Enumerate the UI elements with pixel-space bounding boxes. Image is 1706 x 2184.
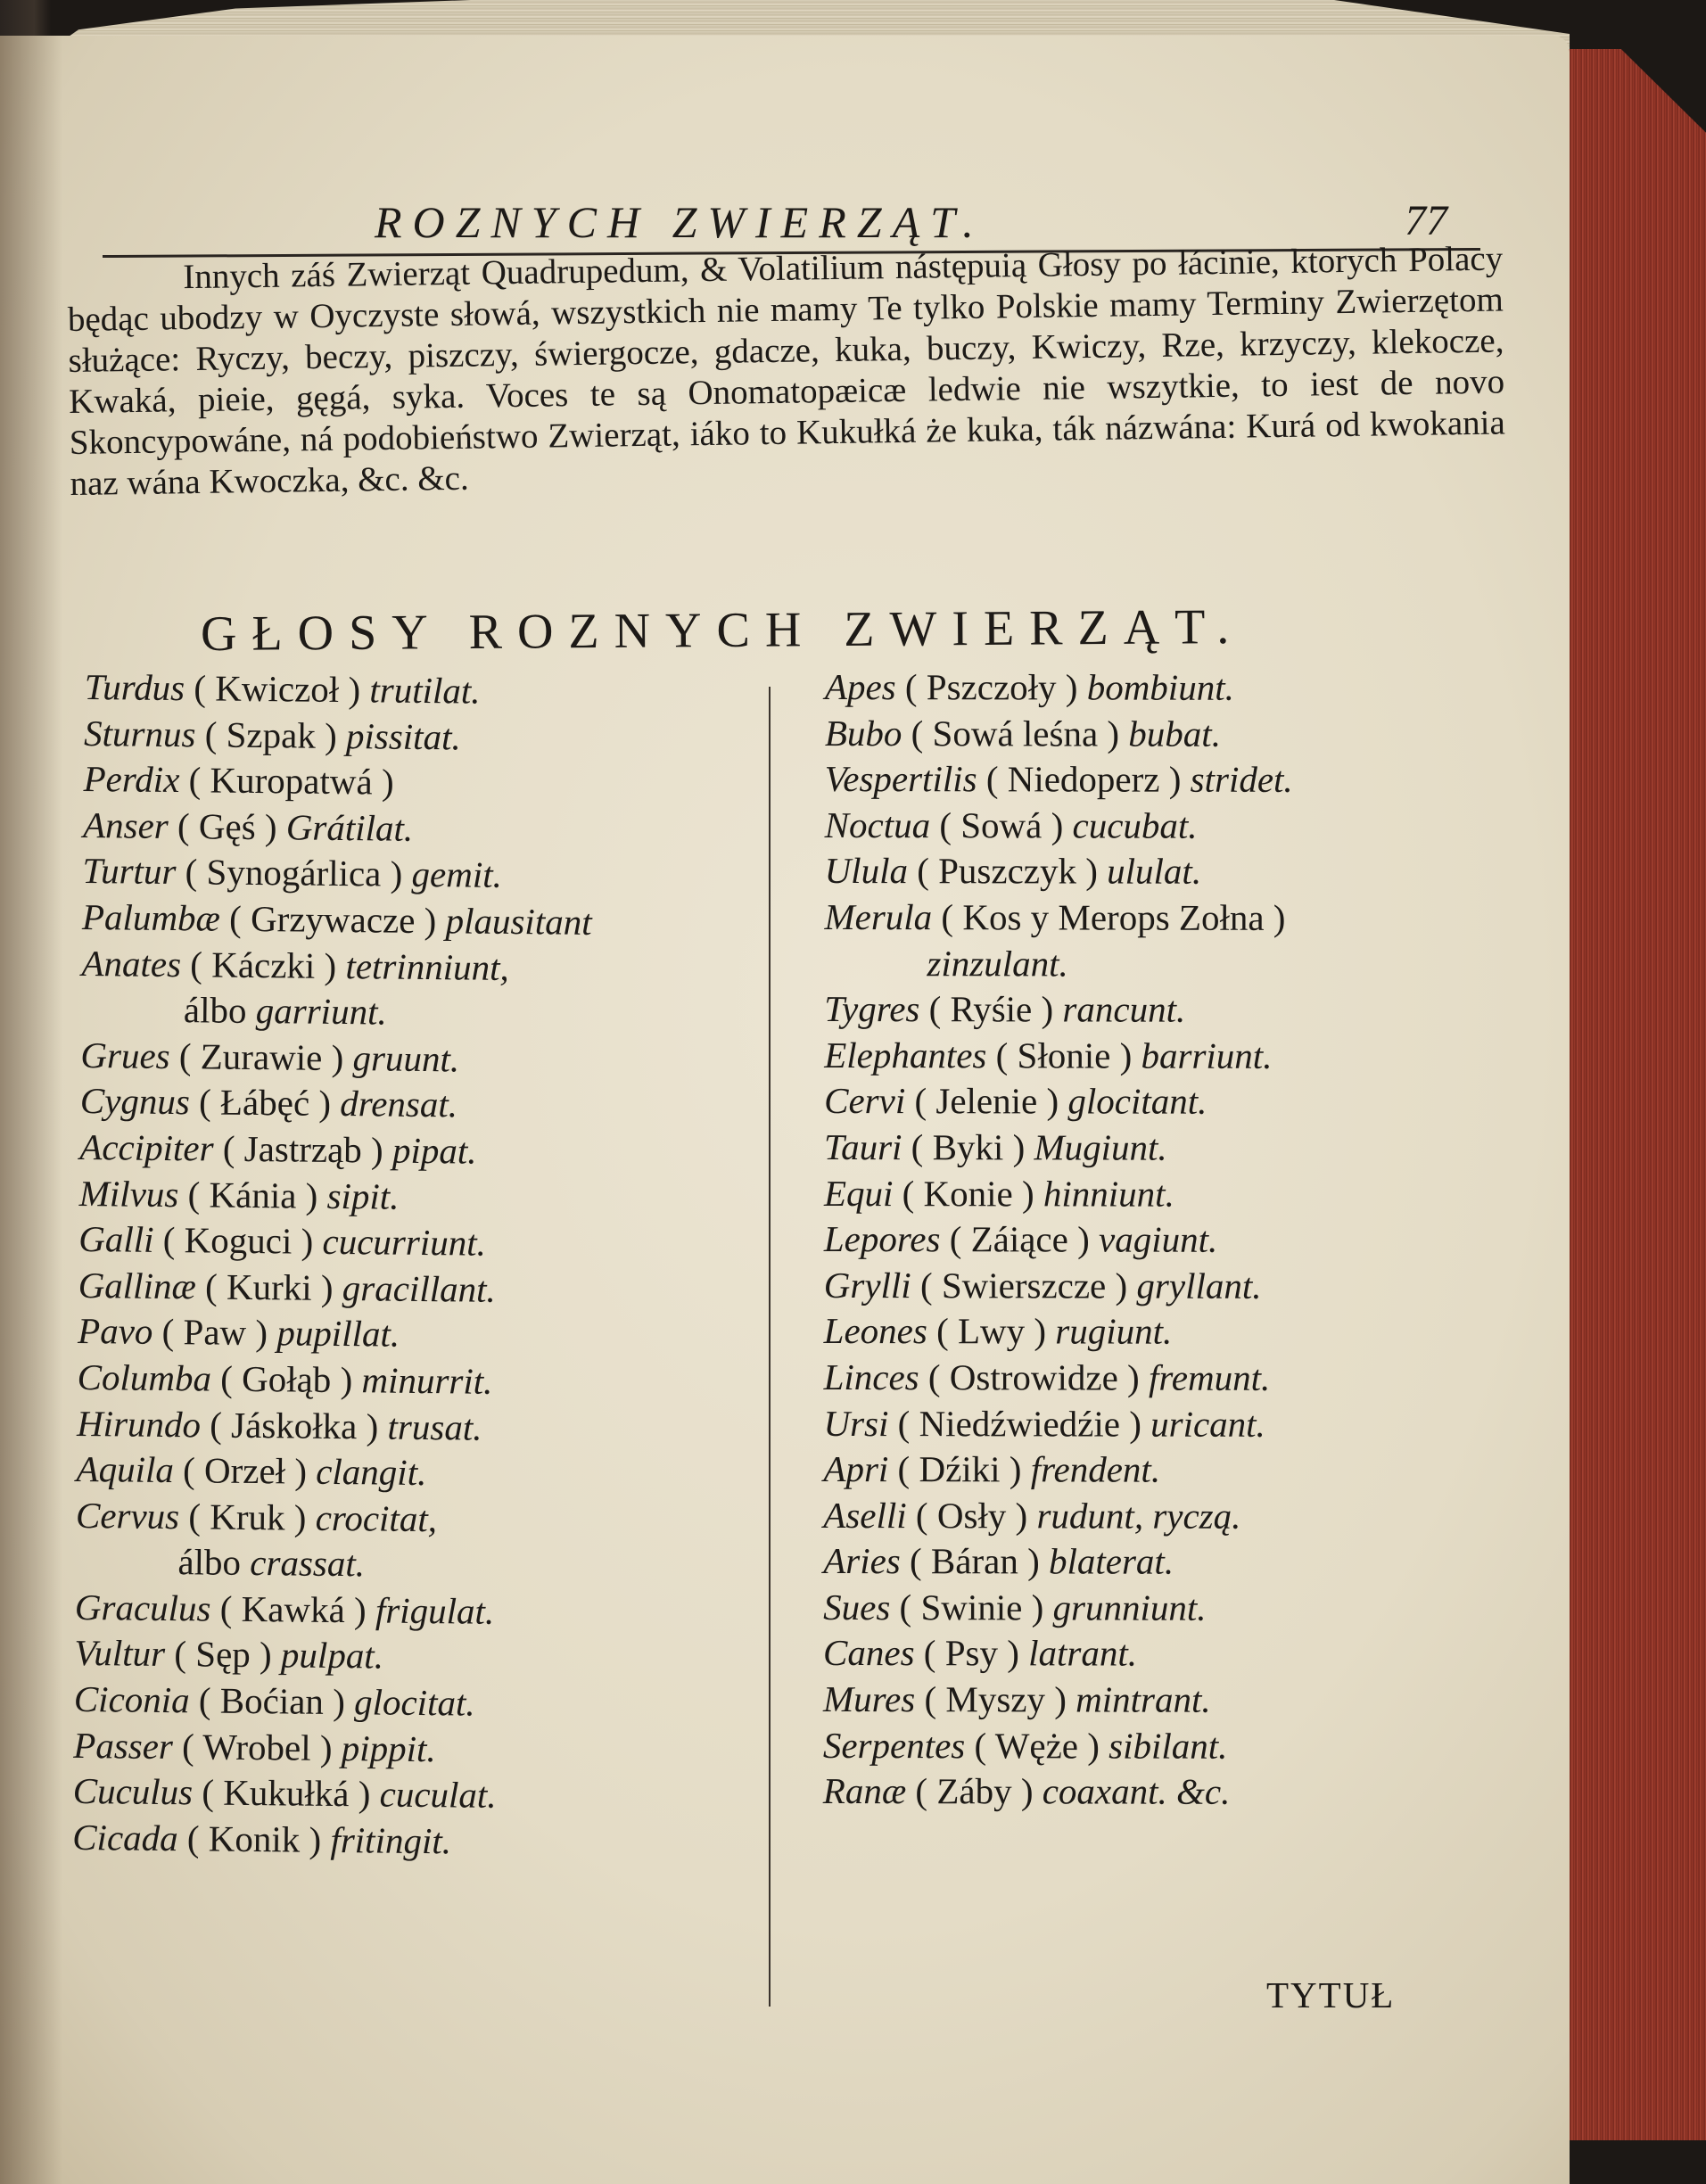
- entry-verb: pulpat.: [280, 1634, 384, 1677]
- entry-row: Pavo ( Paw ) pupillat.: [77, 1310, 400, 1356]
- entry-latin-name: Accipiter: [79, 1125, 214, 1169]
- entry-verb: gryllant.: [1136, 1265, 1262, 1306]
- entry-latin-name: Anser: [82, 804, 169, 846]
- entry-verb: tetrinniunt,: [345, 944, 510, 988]
- section-heading: GŁOSY ROZNYCH ZWIERZĄT.: [200, 598, 1245, 663]
- entry-row: Apes ( Pszczoły ) bombiunt.: [824, 666, 1234, 708]
- entry-latin-name: Pavo: [77, 1310, 153, 1353]
- entry-polish-name: Orzeł: [203, 1449, 286, 1492]
- entry-row: Cicada ( Konik ) fritingit.: [71, 1816, 452, 1862]
- entry-row: Apri ( Dźiki ) frendent.: [823, 1448, 1161, 1490]
- entry-verb: pipat.: [391, 1129, 477, 1172]
- entry-latin-name: Ursi: [823, 1402, 889, 1444]
- entry-verb: rudunt, ryczą.: [1036, 1495, 1241, 1537]
- entry-row: Vespertilis ( Niedoperz ) stridet.: [824, 758, 1293, 801]
- column-divider: [769, 687, 771, 2007]
- entry-verb: rancunt.: [1062, 988, 1186, 1030]
- entry-latin-name: Cicada: [71, 1816, 178, 1859]
- entry-latin-name: Aselli: [823, 1494, 907, 1536]
- entry-polish-name: Kawká: [241, 1587, 346, 1630]
- entry-latin-name: Ranæ: [822, 1770, 907, 1812]
- entry-latin-name: Cygnus: [79, 1080, 191, 1123]
- entry-latin-name: Apri: [823, 1448, 889, 1490]
- entry-latin-name: Bubo: [824, 712, 902, 754]
- entry-row: Elephantes ( Słonie ) barriunt.: [824, 1034, 1273, 1076]
- entry-latin-name: Linces: [823, 1356, 919, 1398]
- entry-latin-name: Mures: [822, 1678, 916, 1720]
- entry-row: Mures ( Myszy ) mintrant.: [822, 1678, 1211, 1720]
- entry-polish-name: Gołąb: [241, 1357, 332, 1400]
- entry-row: Milvus ( Kánia ) sipit.: [78, 1172, 400, 1217]
- entry-latin-name: Graculus: [74, 1586, 211, 1629]
- entry-verb: ululat.: [1107, 850, 1202, 893]
- entry-row: Accipiter ( Jastrząb ) pipat.: [79, 1125, 477, 1172]
- entry-polish-name: Záby: [936, 1770, 1012, 1812]
- entry-row: Anates ( Káczki ) tetrinniunt,: [81, 942, 510, 988]
- book-fore-edge: [1552, 49, 1706, 2140]
- entry-verb: pippit.: [341, 1727, 436, 1769]
- entry-row: Cuculus ( Kukułká ) cuculat.: [72, 1770, 497, 1817]
- entry-polish-name: Záiące: [970, 1218, 1068, 1260]
- entry-row: Aquila ( Orzeł ) clangit.: [76, 1448, 427, 1494]
- entry-latin-name: Grylli: [823, 1264, 911, 1306]
- entry-verb: barriunt.: [1141, 1034, 1273, 1076]
- entry-latin-name: Tauri: [824, 1125, 902, 1168]
- entry-latin-name: Passer: [73, 1724, 174, 1767]
- entry-continuation: garriunt.: [255, 990, 387, 1033]
- entry-polish-name: Pszczoły: [926, 666, 1057, 708]
- entry-polish-name: Kánia: [209, 1174, 297, 1216]
- entry-latin-name: Gallinæ: [78, 1264, 197, 1307]
- entry-verb: trusat.: [387, 1405, 482, 1448]
- entry-row: Vultur ( Sęp ) pulpat.: [74, 1632, 384, 1677]
- entry-verb: frigulat.: [375, 1589, 495, 1632]
- entry-polish-name: Synogárlica: [206, 851, 382, 894]
- entry-verb: cucubat.: [1072, 804, 1198, 846]
- entry-verb: bubat.: [1128, 713, 1222, 754]
- entry-latin-name: Vespertilis: [824, 758, 977, 800]
- entry-polish-name: Osły: [936, 1494, 1007, 1537]
- entry-polish-name: Sęp: [195, 1633, 251, 1676]
- entry-latin-name: Columba: [77, 1356, 212, 1399]
- entry-polish-name: Łábęć: [219, 1081, 310, 1125]
- entry-verb: crocitat,: [315, 1496, 438, 1539]
- entry-latin-name: Elephantes: [824, 1034, 987, 1076]
- entry-polish-name: Lwy: [957, 1310, 1026, 1352]
- entry-row: Linces ( Ostrowidze ) fremunt.: [823, 1356, 1271, 1398]
- entry-row: Merula ( Kos y Merops Zołna ): [824, 895, 1286, 938]
- entry-verb: Grátilat.: [285, 806, 414, 849]
- entry-row: Ranæ ( Záby ) coaxant. &c.: [822, 1770, 1231, 1813]
- entry-polish-name: Báran: [930, 1540, 1018, 1582]
- entry-row: Columba ( Gołąb ) minurrit.: [77, 1356, 493, 1402]
- entry-verb: gruunt.: [352, 1036, 460, 1080]
- right-column: [823, 664, 1503, 1816]
- entry-row: Serpentes ( Węże ) sibilant.: [822, 1724, 1228, 1767]
- entry-row: Cervus ( Kruk ) crocitat,: [75, 1494, 438, 1539]
- entry-latin-name: Cervi: [824, 1080, 906, 1122]
- entry-latin-name: Serpentes: [822, 1724, 966, 1766]
- entry-polish-name: Wrobel: [202, 1726, 311, 1768]
- entry-latin-name: Turtur: [82, 850, 177, 893]
- entry-verb: uricant.: [1150, 1403, 1265, 1445]
- entry-verb: glocitat.: [353, 1681, 475, 1724]
- entry-row: [824, 941, 1502, 988]
- entry-latin-name: Equi: [823, 1172, 894, 1214]
- entry-verb: bombiunt.: [1086, 666, 1234, 708]
- entry-latin-name: Aries: [823, 1540, 901, 1582]
- entry-latin-name: Ciconia: [73, 1678, 190, 1721]
- entry-latin-name: Vultur: [74, 1632, 166, 1675]
- entry-row: Ulula ( Puszczyk ) ululat.: [824, 850, 1202, 893]
- entry-row: Bubo ( Sowá leśna ) bubat.: [824, 712, 1222, 754]
- entry-row: Turtur ( Synogárlica ) gemit.: [82, 850, 503, 896]
- entry-verb: drensat.: [340, 1083, 458, 1125]
- entry-row: Grylli ( Swierszcze ) gryllant.: [823, 1264, 1262, 1306]
- entry-polish-name: Konie: [923, 1172, 1013, 1214]
- entry-row: Aries ( Báran ) blaterat.: [823, 1540, 1174, 1582]
- catchword: TYTUŁ: [1266, 1974, 1396, 2015]
- entry-polish-name: Jáskołka: [230, 1404, 358, 1446]
- entry-polish-name: Niedoperz: [1007, 758, 1160, 800]
- entry-row: Anser ( Gęś ) Grátilat.: [82, 804, 414, 849]
- entry-row: Palumbæ ( Grzywacze ) plausitant: [81, 895, 592, 943]
- entry-verb: pissitat.: [345, 714, 461, 758]
- entry-row: Turdus ( Kwiczoł ) trutilat.: [84, 665, 481, 712]
- entry-polish-name: Kukułká: [223, 1771, 350, 1815]
- entry-verb: grunniunt.: [1052, 1586, 1207, 1628]
- entry-polish-name: Dźiki: [919, 1448, 1001, 1490]
- entry-row: Hirundo ( Jáskołka ) trusat.: [76, 1402, 482, 1448]
- entry-polish-name: Sowá leśna: [932, 712, 1099, 754]
- entry-row: Sues ( Swinie ) grunniunt.: [823, 1586, 1207, 1628]
- entry-latin-name: Apes: [824, 666, 896, 708]
- entry-polish-name: Boćian: [219, 1679, 325, 1722]
- entry-verb: hinniunt.: [1043, 1172, 1174, 1215]
- entry-polish-name: Kurki: [226, 1265, 312, 1308]
- entry-polish-name: Kuropatwá: [210, 759, 373, 803]
- entry-verb: glocitant.: [1067, 1080, 1207, 1123]
- entry-row: Perdix ( Kuropatwá ): [83, 758, 394, 803]
- entry-verb: frendent.: [1030, 1448, 1161, 1490]
- entry-polish-name: Koguci: [184, 1219, 293, 1262]
- entry-verb: fritingit.: [330, 1818, 452, 1862]
- entry-latin-name: Leones: [823, 1310, 927, 1352]
- entry-latin-name: Galli: [78, 1218, 154, 1260]
- entry-polish-name: Ostrowidze: [949, 1356, 1118, 1398]
- entry-latin-name: Perdix: [83, 758, 180, 801]
- entry-row: Grues ( Zurawie ) gruunt.: [80, 1034, 460, 1080]
- entry-row: Lepores ( Záiące ) vagiunt.: [823, 1218, 1218, 1260]
- entry-latin-name: Turdus: [84, 665, 185, 709]
- entry-verb: pupillat.: [276, 1312, 400, 1356]
- entry-latin-name: Lepores: [823, 1218, 941, 1260]
- entry-verb: plausitant: [445, 900, 592, 943]
- entry-verb: sibilant.: [1108, 1725, 1228, 1767]
- left-column: [72, 664, 762, 1867]
- entry-polish-name: Jastrząb: [243, 1127, 363, 1171]
- entry-latin-name: Anates: [81, 942, 182, 985]
- entry-latin-name: Canes: [823, 1632, 915, 1674]
- entry-polish-name: Jelenie: [935, 1080, 1038, 1122]
- entry-row: Cervi ( Jelenie ) glocitant.: [824, 1080, 1207, 1123]
- entry-verb: vagiunt.: [1098, 1218, 1218, 1260]
- entry-latin-name: Aquila: [76, 1448, 175, 1491]
- page-number: 77: [1405, 197, 1447, 244]
- entry-polish-name: Szpak: [226, 713, 317, 756]
- entry-row: Canes ( Psy ) latrant.: [823, 1632, 1138, 1675]
- entry-row: Gallinæ ( Kurki ) gracillant.: [78, 1264, 497, 1310]
- entry-polish-name: Swinie: [920, 1586, 1023, 1628]
- entry-row: Leones ( Lwy ) rugiunt.: [823, 1310, 1173, 1352]
- entry-row: Ciconia ( Boćian ) glocitat.: [73, 1678, 475, 1724]
- entry-row: Tygres ( Ryśie ) rancunt.: [824, 988, 1186, 1030]
- entry-polish-name: Myszy: [945, 1678, 1046, 1720]
- entry-row: Passer ( Wrobel ) pippit.: [73, 1724, 436, 1769]
- entry-latin-name: Cervus: [75, 1494, 180, 1537]
- entry-latin-name: Sturnus: [83, 712, 196, 754]
- entry-polish-name: Ryśie: [950, 988, 1033, 1030]
- entry-row: [75, 1538, 753, 1592]
- entry-conjunction: álbo: [177, 1541, 242, 1584]
- entry-verb: fremunt.: [1148, 1356, 1271, 1398]
- entry-polish-name: Słonie: [1017, 1034, 1111, 1076]
- entry-latin-name: Noctua: [824, 804, 931, 845]
- entry-latin-name: Cuculus: [72, 1770, 194, 1813]
- entry-verb: minurrit.: [361, 1359, 493, 1402]
- entry-verb: sipit.: [326, 1174, 400, 1217]
- entry-row: Sturnus ( Szpak ) pissitat.: [83, 712, 461, 758]
- running-header: ROZNYCH ZWIERZĄT.: [375, 197, 985, 247]
- entry-verb: clangit.: [316, 1450, 427, 1494]
- entry-verb: blaterat.: [1048, 1540, 1174, 1582]
- entry-polish-name: Paw: [183, 1311, 247, 1354]
- entry-latin-name: Tygres: [824, 988, 920, 1030]
- entry-conjunction: álbo: [183, 989, 247, 1032]
- entry-verb: gracillant.: [342, 1266, 497, 1310]
- entry-continuation: zinzulant.: [927, 942, 1068, 985]
- entry-polish-name: Grzywacze: [250, 897, 416, 941]
- entry-verb: coaxant. &c.: [1042, 1770, 1231, 1813]
- entry-row: Noctua ( Sowá ) cucubat.: [824, 804, 1198, 846]
- entry-latin-name: Hirundo: [76, 1402, 202, 1445]
- entry-polish-name: Konik: [208, 1817, 301, 1860]
- entry-row: Tauri ( Byki ) Mugiunt.: [824, 1125, 1167, 1168]
- entry-polish-name: Byki: [932, 1126, 1004, 1168]
- entry-verb: cucurriunt.: [322, 1220, 487, 1264]
- entry-polish-name: Kos y Merops Zołna: [962, 896, 1265, 938]
- gutter-shadow: [0, 36, 62, 2184]
- entry-polish-name: Węże: [994, 1724, 1079, 1767]
- entry-row: Graculus ( Kawká ) frigulat.: [74, 1586, 495, 1632]
- entry-verb: mintrant.: [1076, 1678, 1211, 1720]
- entry-polish-name: Puszczyk: [938, 850, 1077, 892]
- intro-paragraph: [67, 239, 1506, 505]
- entry-polish-name: Niedźwiedźie: [919, 1402, 1121, 1445]
- entry-polish-name: Kruk: [210, 1496, 285, 1538]
- entry-polish-name: Kwiczoł: [215, 667, 340, 710]
- entry-polish-name: Psy: [944, 1632, 999, 1674]
- entry-row: Equi ( Konie ) hinniunt.: [823, 1172, 1174, 1215]
- entry-row: Galli ( Koguci ) cucurriunt.: [78, 1218, 487, 1264]
- entry-verb: stridet.: [1190, 758, 1293, 801]
- entry-verb: rugiunt.: [1055, 1310, 1173, 1352]
- entry-latin-name: Sues: [823, 1586, 891, 1628]
- entry-polish-name: Zurawie: [200, 1035, 323, 1078]
- entry-latin-name: Merula: [824, 895, 933, 938]
- entry-latin-name: Palumbæ: [81, 895, 221, 939]
- entry-row: Cygnus ( Łábęć ) drensat.: [79, 1080, 458, 1125]
- entry-verb: trutilat.: [369, 669, 481, 712]
- entry-latin-name: Ulula: [824, 850, 909, 892]
- entry-verb: latrant.: [1028, 1632, 1138, 1675]
- entry-polish-name: Gęś: [198, 805, 256, 847]
- entry-latin-name: Milvus: [78, 1172, 179, 1215]
- entry-polish-name: Káczki: [210, 944, 316, 986]
- entry-row: Ursi ( Niedźwiedźie ) uricant.: [823, 1402, 1265, 1445]
- entry-continuation: crassat.: [250, 1542, 366, 1585]
- entry-row: Aselli ( Osły ) rudunt, ryczą.: [823, 1494, 1241, 1537]
- intro-text: Innych záś Zwierząt Quadrupedum, & Volatilium nástępuią Głosy po łácinie, ktorych Polacy będąc ubodzy w Oyczyste słowá, wszystkich nie mamy Te tylko Polskie mamy Terminy Zwierzętom służące: Ryczy, beczy, piszczy, świergocze, gdacze, kuka, buczy, Kwiczy, Rze, krzyczy, klekocze, Kwaká, pieie, gęgá, syka. Voces te są Onomatopæicæ ledwie nie wszytkie, to iest de novo Skoncypowáne, ná podobieństwo Zwierząt, iáko to Kukułká że kuka, ták názwána: Kurá od kwokania naz wána Kwoczka, &c. &c.: [67, 239, 1506, 503]
- entry-polish-name: Swierszcze: [941, 1264, 1107, 1306]
- entry-row: [81, 986, 759, 1040]
- entry-latin-name: Grues: [80, 1034, 170, 1076]
- entry-polish-name: Sowá: [960, 804, 1043, 846]
- entry-verb: cuculat.: [379, 1773, 497, 1817]
- entry-verb: Mugiunt.: [1034, 1126, 1167, 1168]
- entry-verb: gemit.: [411, 853, 503, 896]
